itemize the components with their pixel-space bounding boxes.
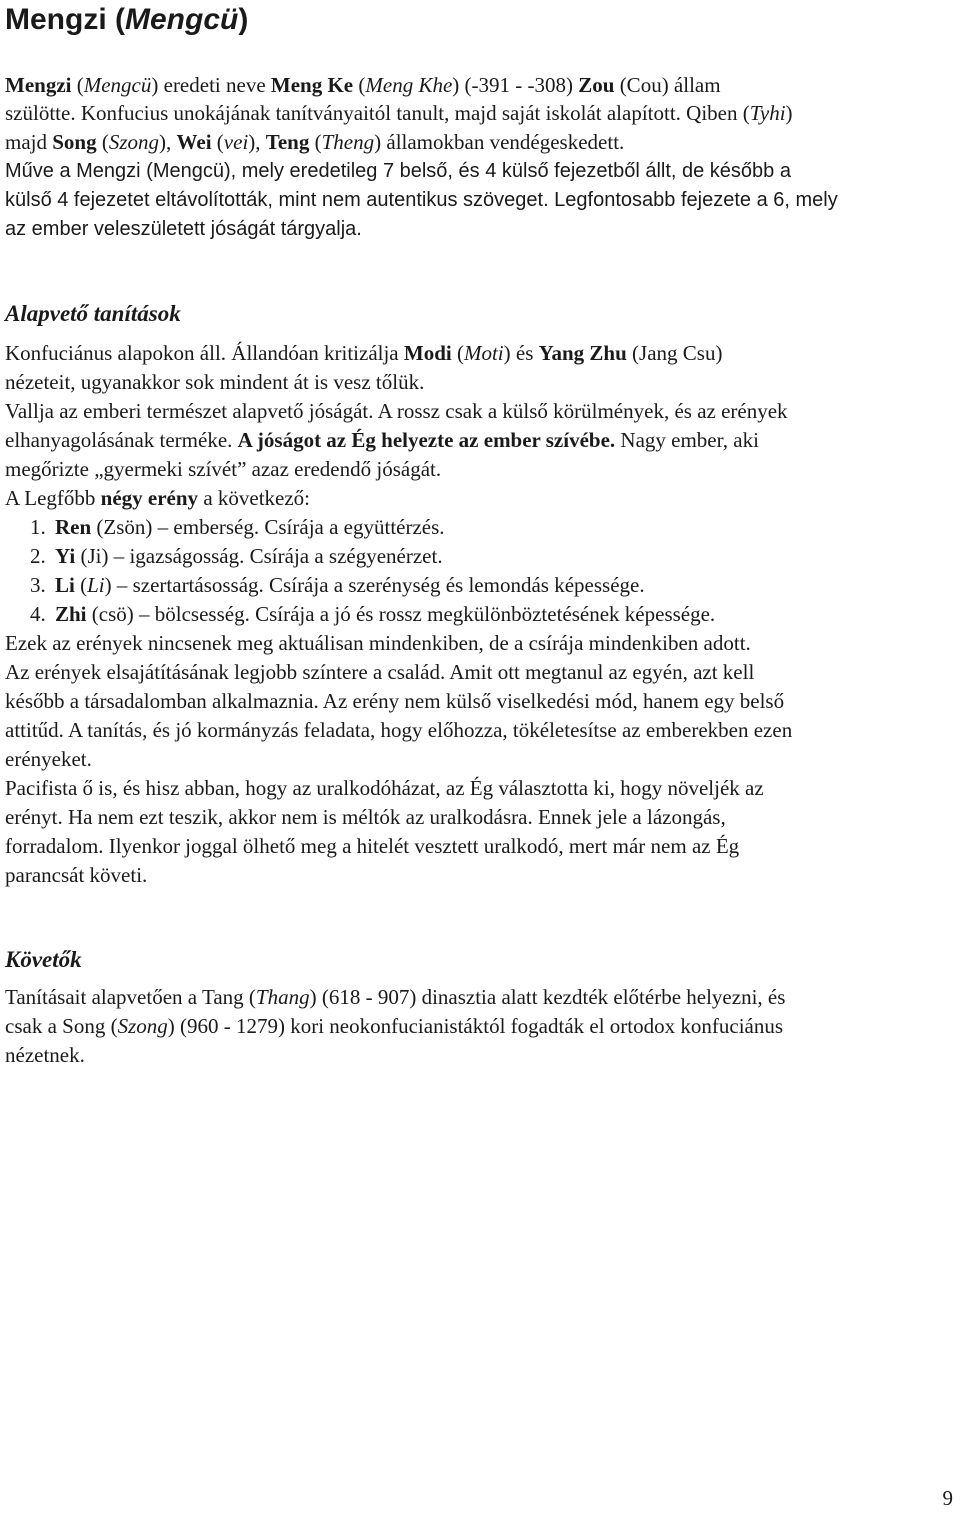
- teachings-line-2: nézeteit, ugyanakkor sok mindent át is vesz tőlük.: [5, 370, 425, 394]
- teachings-paragraph-3-line: parancsát követi.: [5, 863, 148, 887]
- virtue-list-item: 2. Yi (Ji) – igazságosság. Csírája a szégyenérzet.: [30, 544, 443, 568]
- intro-line-4: Műve a Mengzi (Mengcü), mely eredetileg 7 belső, és 4 külső fejezetből állt, de később a: [5, 160, 791, 182]
- followers-line-3: nézetnek.: [5, 1043, 85, 1067]
- title-text: Mengzi (: [5, 3, 125, 36]
- page-number: 9: [942, 1486, 953, 1510]
- intro-line-5: külső 4 fejezetet eltávolították, mint nem autentikus szöveget. Legfontosabb fejezete a 6, mely: [5, 189, 838, 211]
- intro-line-1: Mengzi (Mengcü) eredeti neve Meng Ke (Meng Khe) (-391 - -308) Zou (Cou) állam: [5, 73, 721, 97]
- teachings-paragraph-2-line: Az erények elsajátításának legjobb színtere a család. Amit ott megtanul az egyén, azt kell: [5, 660, 755, 684]
- teachings-paragraph-3-line: forradalom. Ilyenkor joggal ölhető meg a hitelét vesztett uralkodó, mert már nem az Ég: [5, 834, 740, 858]
- virtue-list-item: 4. Zhi (csö) – bölcsesség. Csírája a jó és rossz megkülönböztetésének képessége.: [30, 602, 716, 626]
- teachings-paragraph-1: Ezek az erények nincsenek meg aktuálisan mindenkiben, de a csírája mindenkiben adott.: [5, 631, 751, 655]
- intro-line-2: szülötte. Konfucius unokájának tanítványaitól tanult, majd saját iskolát alapított. Qiben (Tyhi): [5, 101, 793, 125]
- virtue-list-item: 1. Ren (Zsön) – emberség. Csírája a együttérzés.: [30, 515, 445, 539]
- teachings-line-1: Konfuciánus alapokon áll. Állandóan kritizálja Modi (Moti) és Yang Zhu (Jang Csu): [5, 341, 723, 365]
- teachings-line-6: A Legfőbb négy erény a következő:: [5, 486, 311, 510]
- intro-line-6: az ember veleszületett jóságát tárgyalja.: [5, 218, 362, 240]
- teachings-paragraph-2-line: később a társadalomban alkalmaznia. Az erény nem külső viselkedési mód, hanem egy belső: [5, 689, 785, 713]
- teachings-paragraph-3-line: erényt. Ha nem ezt teszik, akkor nem is méltók az uralkodásra. Ennek jele a lázongás,: [5, 805, 726, 829]
- followers-line-2: csak a Song (Szong) (960 - 1279) kori neokonfucianistáktól fogadták el ortodox konfuciánus: [5, 1014, 784, 1038]
- section-heading-followers: Követők: [5, 947, 82, 972]
- virtue-list-item: 3. Li (Li) – szertartásosság. Csírája a szerénység és lemondás képessége.: [30, 573, 645, 597]
- teachings-paragraph-2-line: attitűd. A tanítás, és jó kormányzás feladata, hogy előhozza, tökéletesítse az emberekben ezen: [5, 718, 793, 742]
- teachings-line-5: megőrizte „gyermeki szívét” azaz eredendő jóságát.: [5, 457, 442, 481]
- teachings-line-4: elhanyagolásának terméke. A jóságot az Ég helyezte az ember szívébe. Nagy ember, aki: [5, 428, 759, 452]
- title-italic: Mengcü: [125, 3, 239, 36]
- title-close: ): [238, 3, 249, 36]
- intro-line-3: majd Song (Szong), Wei (vei), Teng (Theng) államokban vendégeskedett.: [5, 130, 625, 154]
- followers-line-1: Tanításait alapvetően a Tang (Thang) (618 - 907) dinasztia alatt kezdték előtérbe helyezni, és: [5, 985, 786, 1009]
- teachings-line-3: Vallja az emberi természet alapvető jóságát. A rossz csak a külső körülmények, és az erények: [5, 399, 788, 423]
- teachings-paragraph-3-line: Pacifista ő is, és hisz abban, hogy az uralkodóházat, az Ég választotta ki, hogy növeljék az: [5, 776, 764, 800]
- page-title: [5, 3, 248, 37]
- section-heading-teachings: Alapvető tanítások: [5, 301, 181, 326]
- teachings-paragraph-2-line: erényeket.: [5, 747, 92, 771]
